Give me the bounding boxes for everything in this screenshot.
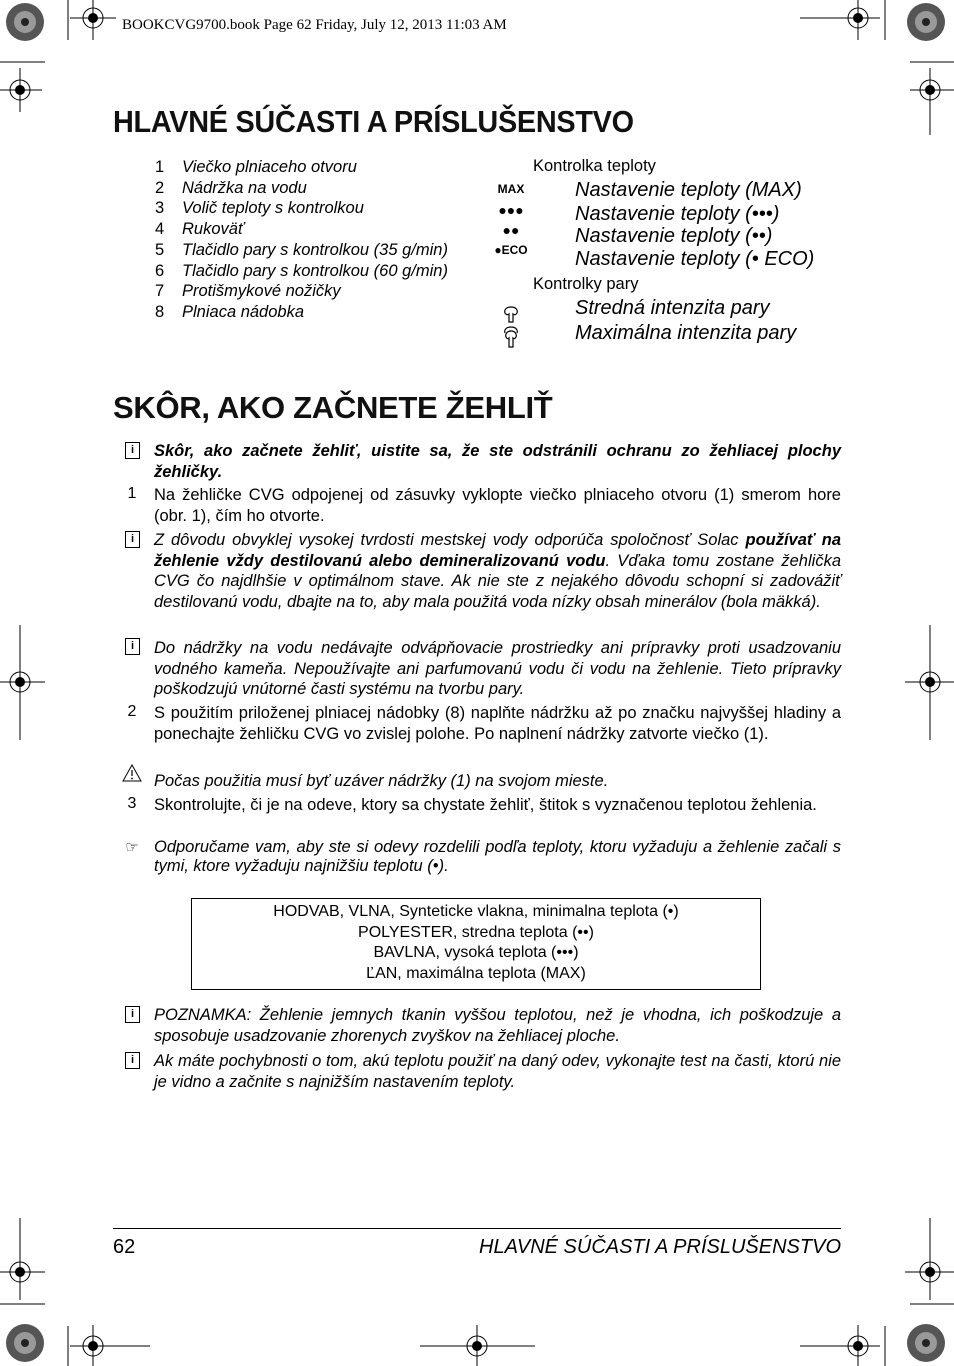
section-title-before-ironing: SKÔR, AKO ZAČNETE ŽEHLIŤ [113,390,553,425]
temp-indicator-heading: Kontrolka teploty [533,157,656,175]
temperature-table [191,898,761,990]
note-protection: Skôr, ako začnete žehliť, uistite sa, že ste odstránili ochranu zo žehliacej plochy žehličky. [154,442,841,481]
footer-rule [113,1228,841,1229]
steam-indicator-heading: Kontrolky pary [533,275,639,293]
page-number: 62 [113,1236,136,1258]
step-number: 2 [127,703,137,720]
temp-item-2: Nastavenie teploty (••) [575,225,773,247]
two-dots-icon: ●● [502,222,520,238]
table-row: POLYESTER, stredna teplota (••) [358,923,594,941]
print-slug: BOOKCVG9700.book Page 62 Friday, July 12, 2013 11:03 AM [122,17,507,33]
step-2: S použitím priloženej plniacej nádobky (8) naplňte nádržku až po značku najvyššej hladiny a ponechajte žehličku CVG vo zvislej polohe. Po naplnení nádržky zatvorte viečko (1). [154,704,841,743]
eco-icon: ●ECO [494,243,528,257]
steam-medium-icon [501,304,521,324]
info-icon: i [125,442,140,459]
step-number: 3 [127,795,137,812]
list-item: 4 Rukoväť [155,220,244,239]
temp-item-max: Nastavenie teploty (MAX) [575,179,802,201]
warning-cap: Počas použitia musí byť uzáver nádržky (1) na svojom mieste. [154,772,609,790]
note-delicate: POZNAMKA: Žehlenie jemnych tkanin vyššou teplotou, než je vhodna, ich poškodzuje a sposobuje usadzovanie zhorenych zvyškov na žehliacej ploche. [154,1006,841,1045]
list-item: 8 Plniaca nádobka [155,302,305,321]
step-1: Na žehličke CVG odpojenej od zásuvky vyklopte viečko plniaceho otvoru (1) smerom hore (obr. 1), čím ho otvorte. [154,486,841,525]
footer-title: HLAVNÉ SÚČASTI A PRÍSLUŠENSTVO [479,1236,841,1258]
table-row: ĽAN, maximálna teplota (MAX) [366,965,586,983]
list-item: 3 Volič teploty s kontrolkou [155,199,364,218]
section-title-parts: HLAVNÉ SÚČASTI A PRÍSLUŠENSTVO [113,104,634,139]
step-number: 1 [127,485,137,502]
list-item: 1 Viečko plniaceho otvoru [155,158,357,176]
warning-icon [122,764,142,782]
list-item: 7 Protišmykové nožičky [155,282,341,301]
temp-item-3: Nastavenie teploty (•••) [575,203,780,225]
hand-pointer-icon: ☞ [125,839,139,856]
list-item: 6 Tlačidlo pary s kontrolkou (60 g/min) [155,261,448,280]
temp-item-eco: Nastavenie teploty (• ECO) [575,248,815,270]
step-3: Skontrolujte, či je na odeve, ktory sa chystate žehliť, štitok s vyznačenou teplotou žehlenia. [154,796,817,814]
table-row: BAVLNA, vysoká teplota (•••) [373,944,579,962]
info-icon: i [125,531,140,548]
max-icon: MAX [497,182,525,196]
three-dots-icon: ●●● [498,202,524,218]
info-icon: i [125,1052,140,1069]
table-row: HODVAB, VLNA, Synteticke vlakna, minimalna teplota (•) [273,903,679,920]
tip-sorting: Odporučame vam, aby ste si odevy rozdelili podľa teploty, ktoru vyžaduju a žehlenie začali s tymi, ktore vyžaduju najnižšiu teplotu (•). [154,838,841,875]
list-item: 2 Nádržka na vodu [155,178,307,197]
steam-item-max: Maximálna intenzita pary [575,322,797,344]
info-icon: i [125,638,140,655]
info-icon: i [125,1006,140,1023]
steam-max-icon [501,325,521,349]
list-item: 5 Tlačidlo pary s kontrolkou (35 g/min) [155,240,448,259]
note-test: Ak máte pochybnosti o tom, akú teplotu použiť na daný odev, vykonajte test na časti, ktorú nie je vidno a začnite s najnižším nastavením teploty. [154,1052,841,1091]
steam-item-medium: Stredná intenzita pary [575,297,770,319]
note-water: Z dôvodu obvyklej vysokej tvrdosti mestskej vody odporúča spoločnosť Solac používať na žehlenie vždy destilovanú alebo demineralizovanú vodu. Vďaka tomu zostane žehlička CVG čo najdlhšie v optimálnom stave. Ak nie ste z nejakého dôvodu schopní si zadovážiť destilovanú vodu, dbajte na to, aby mala použitá voda nízky obsah minerálov (bola mäkká). [154,531,841,612]
note-additives: Do nádržky na vodu nedávajte odvápňovacie prostriedky ani prípravky proti usadzovaniu vodného kameňa. Nepoužívajte ani parfumovanú vodu či vodu na žehlenie. Tieto prípravky poškodzujú vnútorné časti systému na tvorbu pary. [154,639,841,699]
parts-list [155,157,448,323]
